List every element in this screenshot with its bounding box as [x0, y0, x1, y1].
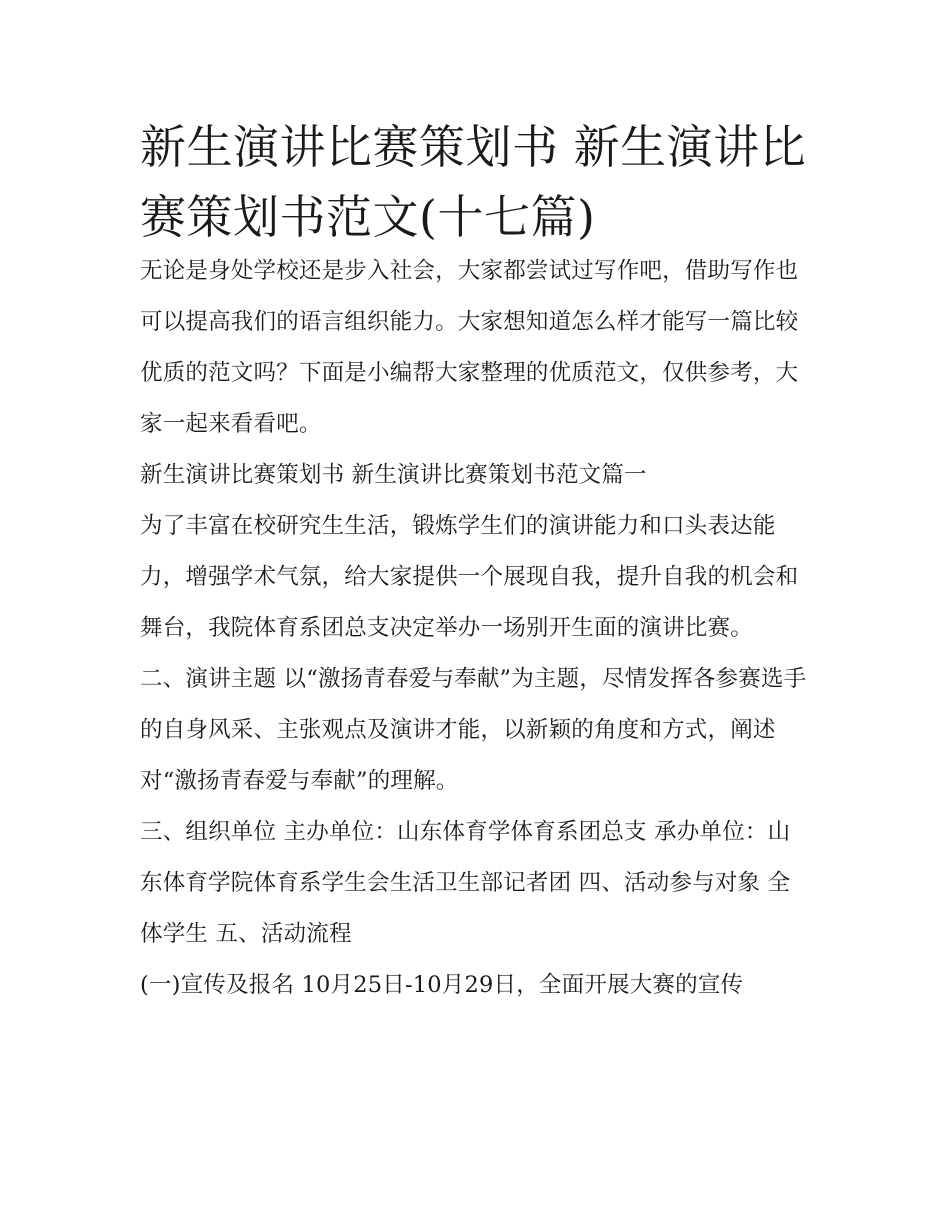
- document-body: [140, 246, 812, 1011]
- paragraph-organizers: 三、组织单位 主办单位：山东体育学体育系团总支 承办单位：山东体育学院体育系学生会生活卫生部记者团 四、活动参与对象 全体学生 五、活动流程: [140, 819, 791, 947]
- paragraph-intro: 无论是身处学校还是步入社会，大家都尝试过写作吧，借助写作也可以提高我们的语言组织能力。大家想知道怎么样才能写一篇比较优质的范文吗？下面是小编帮大家整理的优质范文，仅供参考，大家一起来看看吧。: [140, 258, 799, 437]
- paragraph-theme: 二、演讲主题 以“激扬青春爱与奉献”为主题，尽情发挥各参赛选手的自身风采、主张观点及演讲才能，以新颖的角度和方式，阐述对“激扬青春爱与奉献”的理解。: [140, 666, 807, 794]
- paragraph-registration: (一)宣传及报名 10月25日-10月29日，全面开展大赛的宣传: [140, 972, 744, 998]
- paragraph-purpose: 为了丰富在校研究生生活，锻炼学生们的演讲能力和口头表达能力，增强学术气氛，给大家提供一个展现自我，提升自我的机会和舞台，我院体育系团总支决定举办一场别开生面的演讲比赛。: [140, 513, 799, 641]
- document-title: 新生演讲比赛策划书 新生演讲比赛策划书范文(十七篇): [140, 120, 807, 244]
- paragraph-section-heading: 新生演讲比赛策划书 新生演讲比赛策划书范文篇一: [140, 462, 647, 488]
